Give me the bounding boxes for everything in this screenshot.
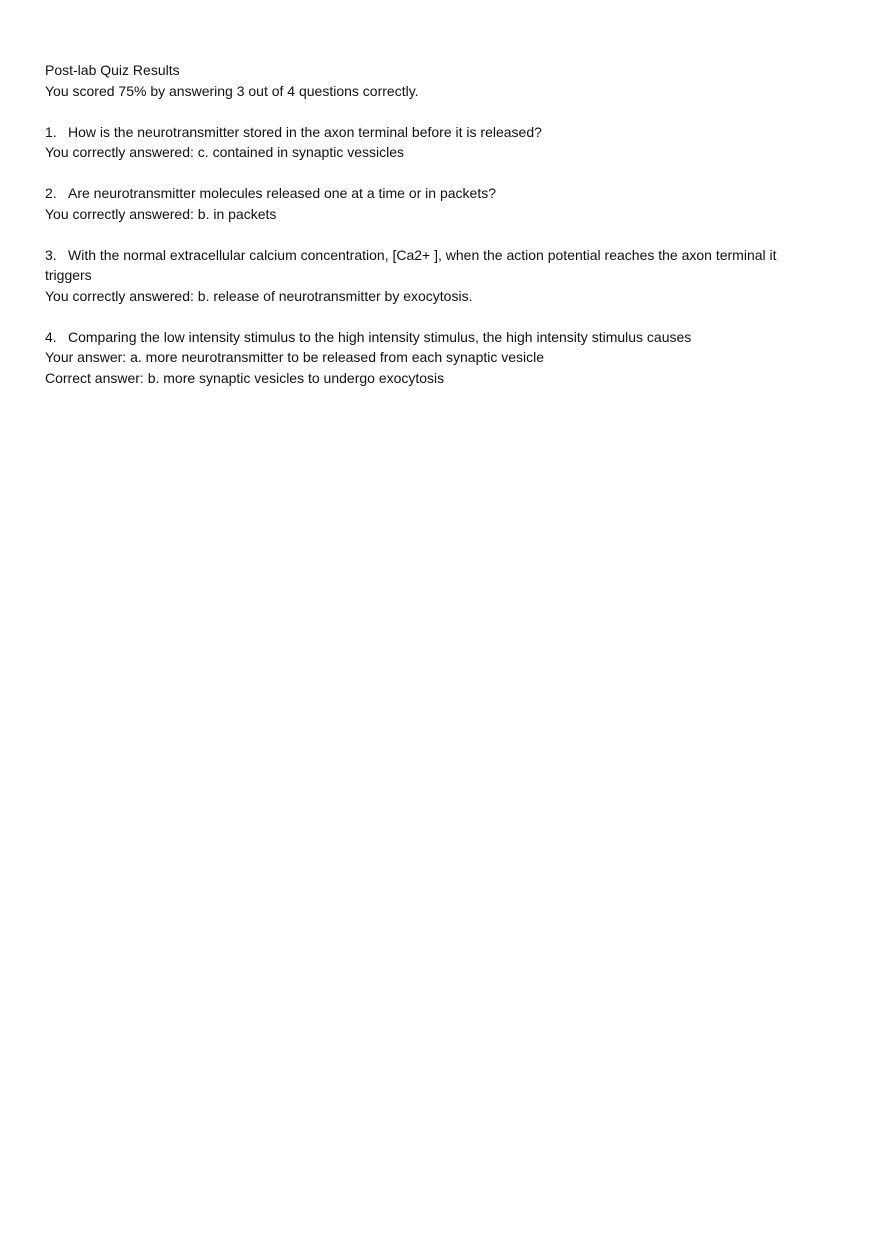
question-text [45, 183, 815, 204]
page-title: Post-lab Quiz Results [45, 62, 180, 78]
question-text [45, 245, 815, 286]
question-text [45, 122, 815, 143]
question-1 [45, 122, 815, 163]
question-number: 1. [45, 123, 57, 140]
correct-answer: Correct answer: b. more synaptic vesicles to undergo exocytosis [45, 369, 445, 386]
question-4 [45, 327, 815, 389]
question-prompt: With the normal extracellular calcium concentration, [Ca2+ ], when the action potential reaches the axon terminal it triggers [45, 246, 777, 283]
quiz-results [45, 60, 815, 409]
question-2 [45, 183, 815, 224]
question-prompt: Comparing the low intensity stimulus to the high intensity stimulus, the high intensity stimulus causes [68, 328, 692, 345]
question-prompt: Are neurotransmitter molecules released one at a time or in packets? [68, 185, 496, 201]
question-text [45, 327, 815, 348]
answer-result: You correctly answered: b. in packets [45, 205, 277, 222]
question-3 [45, 245, 815, 307]
answer-result: You correctly answered: c. contained in synaptic vessicles [45, 144, 404, 160]
question-number: 3. [45, 246, 57, 263]
score-summary: You scored 75% by answering 3 out of 4 questions correctly. [45, 82, 419, 99]
question-number: 2. [45, 185, 57, 201]
results-header [45, 60, 815, 101]
question-prompt: How is the neurotransmitter stored in the axon terminal before it is released? [68, 123, 542, 140]
question-number: 4. [45, 328, 57, 345]
answer-result: You correctly answered: b. release of neurotransmitter by exocytosis. [45, 287, 473, 304]
your-answer: Your answer: a. more neurotransmitter to be released from each synaptic vesicle [45, 349, 545, 365]
